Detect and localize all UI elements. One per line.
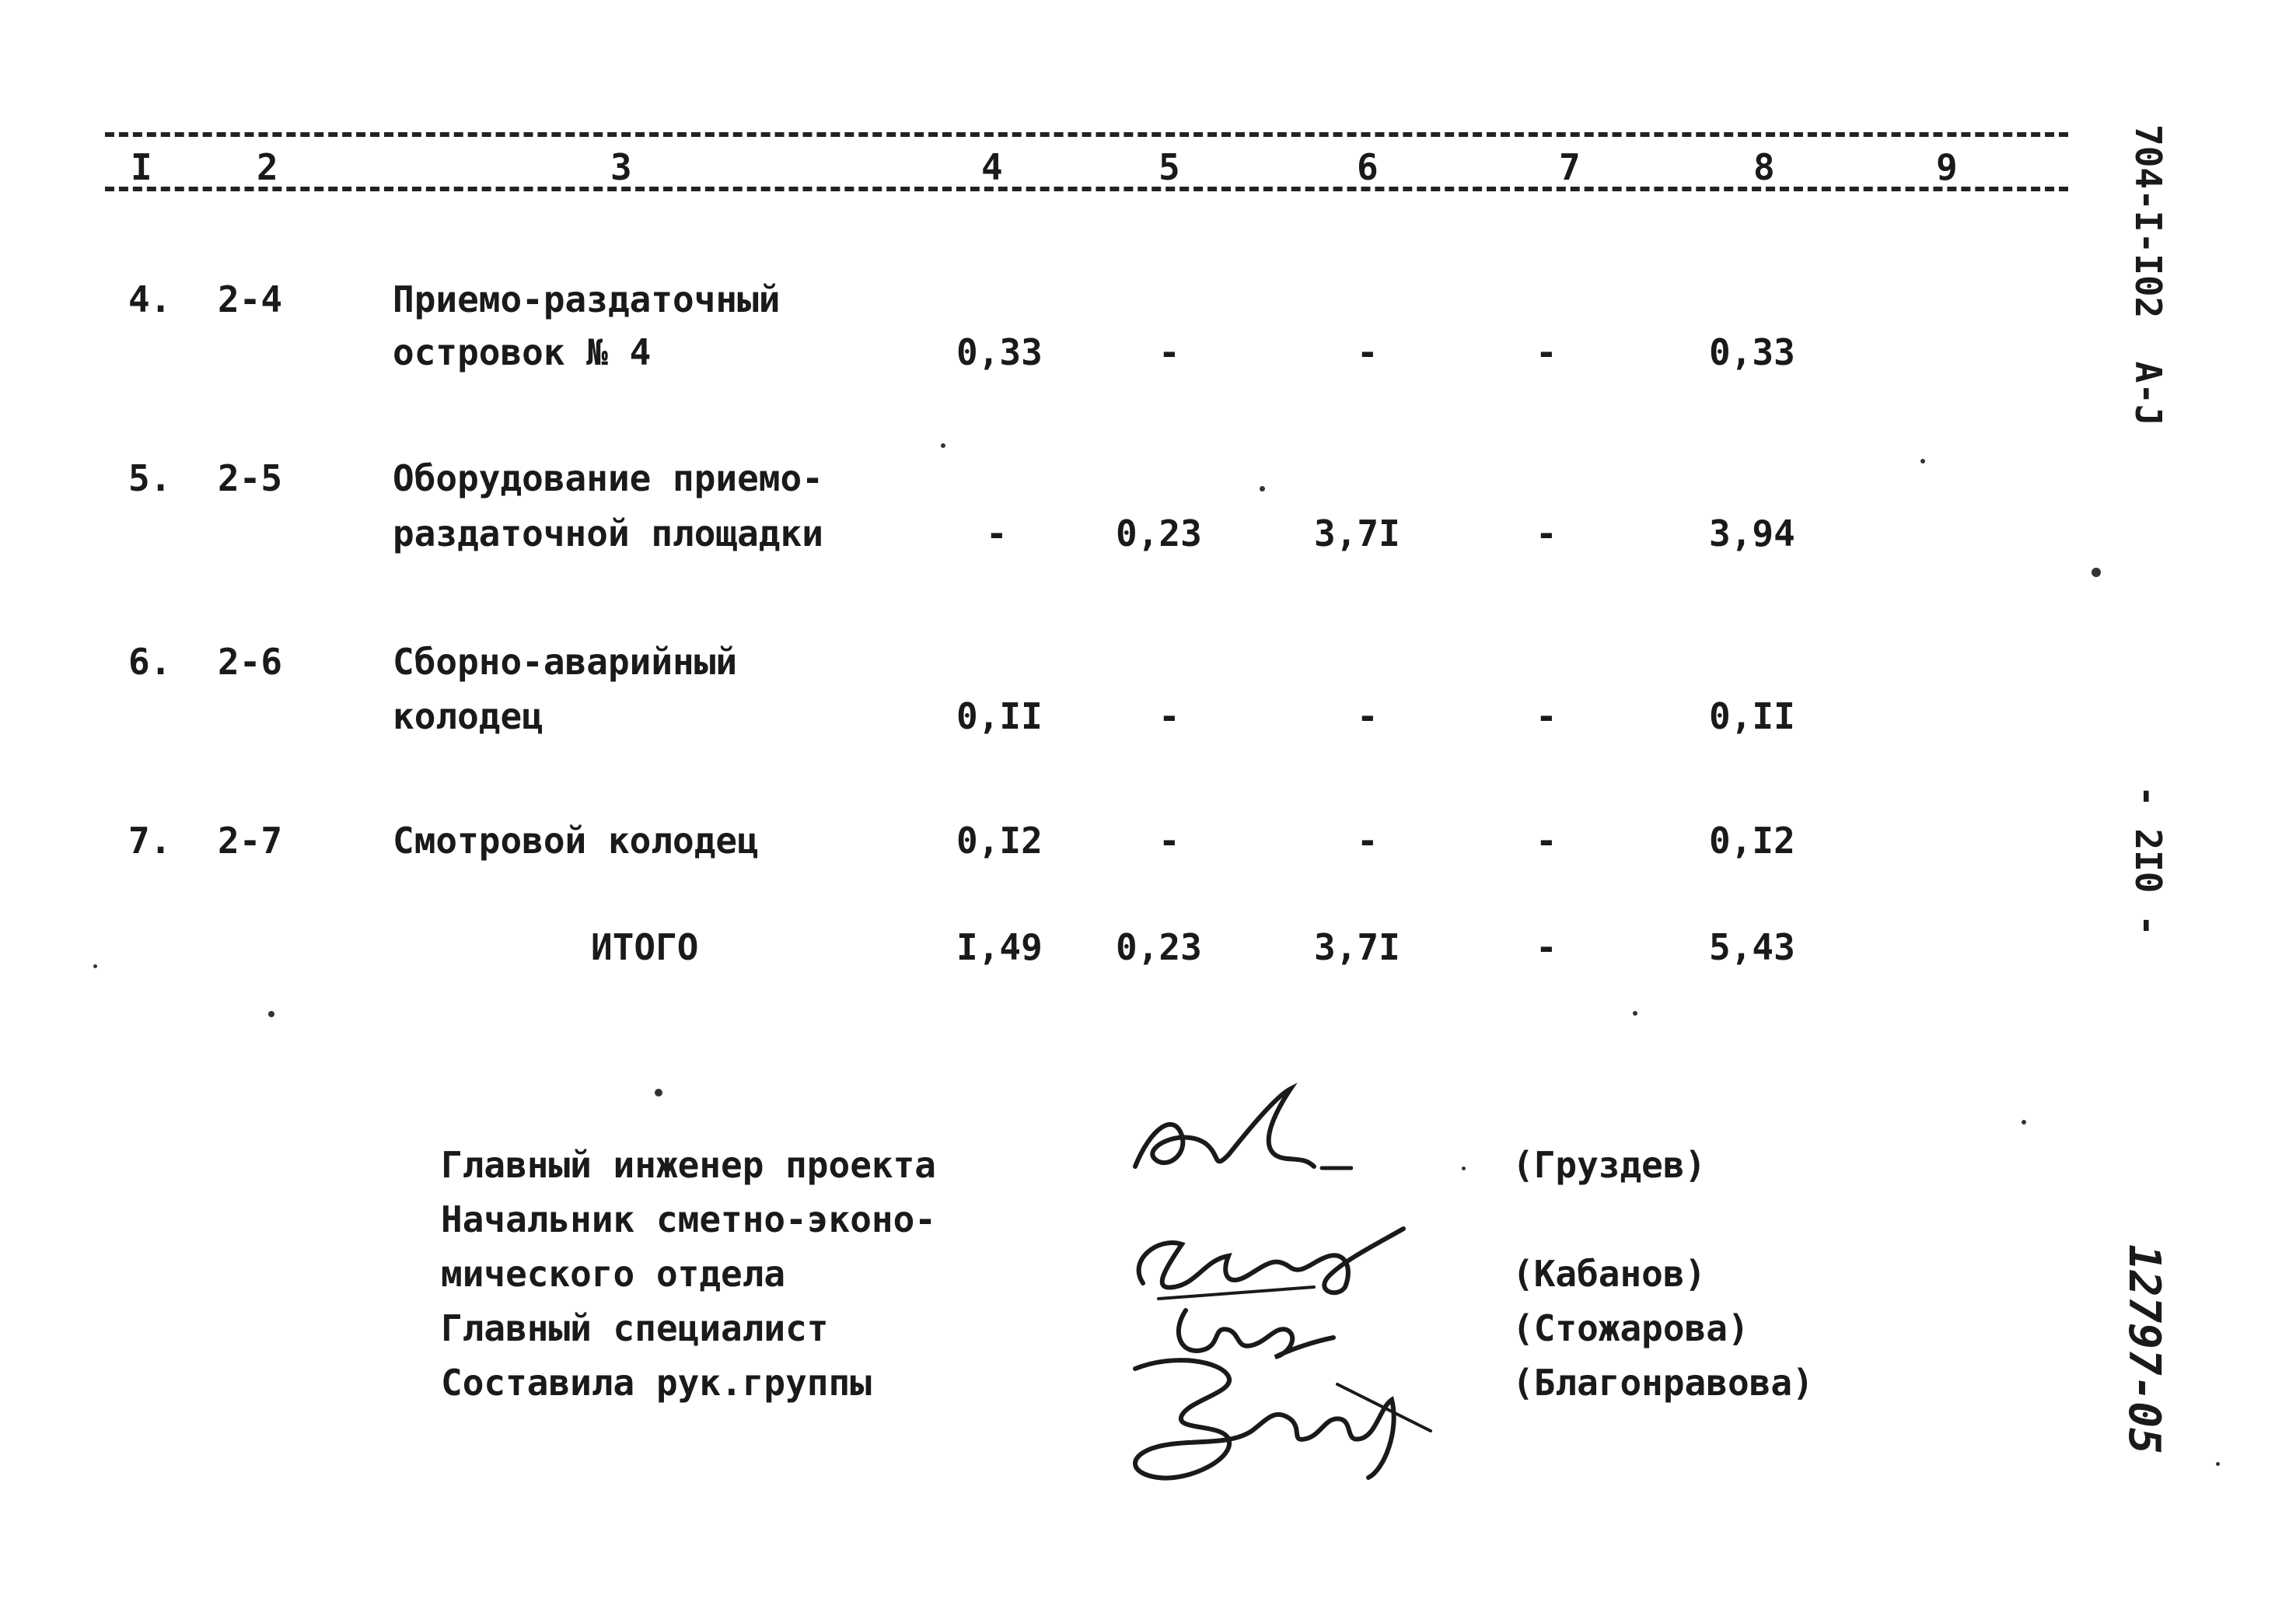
side-code-bottom: 12797-05 [2119, 1244, 2169, 1454]
scan-speck [268, 1011, 274, 1017]
row-col7: - [1536, 820, 1557, 862]
side-code-top-text: 704-I-I02 [2127, 124, 2169, 319]
row-col5: - [1158, 820, 1180, 862]
row-col6: - [1357, 820, 1379, 862]
side-code-top-suffix: A-J [2127, 361, 2169, 426]
row-col4: 0,33 [956, 331, 1043, 373]
row-col6: - [1357, 695, 1379, 737]
scan-speck [941, 443, 945, 448]
row-col7: - [1536, 512, 1557, 554]
row-col5: - [1158, 695, 1180, 737]
side-code-middle: - 2I0 - [2127, 785, 2169, 936]
row-code: 2-5 [218, 457, 283, 499]
row-col8: 3,94 [1709, 512, 1795, 554]
column-header-4: 4 [981, 146, 1003, 188]
row-name-line2: колодец [393, 695, 543, 737]
scan-speck [1633, 1011, 1637, 1016]
signature-scribble-chief-engineer [1120, 1081, 1353, 1190]
total-col4: I,49 [956, 926, 1043, 968]
signature-role: мического отдела [441, 1253, 786, 1295]
row-col8: 0,I2 [1709, 820, 1795, 862]
column-header-3: 3 [610, 146, 632, 188]
row-name-line1: Оборудование приемо- [393, 457, 823, 499]
total-col6: 3,7I [1314, 926, 1400, 968]
row-name-line1: Сборно-аварийный [393, 641, 738, 683]
column-header-6: 6 [1357, 146, 1379, 188]
row-col6: - [1357, 331, 1379, 373]
column-header-9: 9 [1936, 146, 1958, 188]
scan-speck [1260, 486, 1265, 491]
row-code: 2-6 [218, 641, 283, 683]
side-code-top [2127, 124, 2169, 426]
row-col7: - [1536, 695, 1557, 737]
row-name-line2: раздаточной площадки [393, 512, 823, 554]
scan-speck [2022, 1120, 2026, 1125]
row-name-line2: островок № 4 [393, 331, 652, 373]
scan-speck [655, 1089, 662, 1097]
signature-name: (Кабанов) [1512, 1253, 1707, 1295]
total-col5: 0,23 [1116, 926, 1202, 968]
signature-name: (Стожарова) [1512, 1307, 1749, 1349]
row-code: 2-7 [218, 820, 283, 862]
signature-role: Главный инженер проекта [441, 1144, 936, 1186]
column-header-8: 8 [1753, 146, 1775, 188]
row-number: 6. [128, 641, 172, 683]
row-name-line1: Приемо-раздаточный [393, 278, 781, 320]
signature-role: Составила рук.группы [441, 1362, 872, 1404]
column-header-5: 5 [1158, 146, 1180, 188]
row-col4: 0,I2 [956, 820, 1043, 862]
signature-name: (Груздев) [1512, 1144, 1707, 1186]
row-col8: 0,33 [1709, 331, 1795, 373]
row-col5: - [1158, 331, 1180, 373]
total-col8: 5,43 [1709, 926, 1795, 968]
total-col7: - [1536, 926, 1557, 968]
scan-speck [93, 964, 97, 968]
column-header-2: 2 [257, 146, 278, 188]
row-col6: 3,7I [1314, 512, 1400, 554]
scan-speck [1920, 459, 1925, 463]
header-rule-top [105, 132, 2068, 137]
signature-role: Главный специалист [441, 1307, 829, 1349]
signature-scribble-blagonravova [1112, 1345, 1438, 1493]
signature-name: (Благонравова) [1512, 1362, 1814, 1404]
row-col4: - [986, 512, 1008, 554]
row-number: 5. [128, 457, 172, 499]
scan-speck [2092, 568, 2101, 577]
row-code: 2-4 [218, 278, 283, 320]
row-col5: 0,23 [1116, 512, 1202, 554]
column-header-1: I [131, 146, 152, 188]
row-number: 7. [128, 820, 172, 862]
row-col8: 0,II [1709, 695, 1795, 737]
total-label: ИТОГО [591, 926, 699, 968]
signature-role: Начальник сметно-эконо- [441, 1198, 936, 1240]
row-name-line1: Смотровой колодец [393, 820, 759, 862]
scan-speck [2216, 1462, 2220, 1466]
row-col4: 0,II [956, 695, 1043, 737]
column-header-7: 7 [1559, 146, 1581, 188]
scan-speck [1462, 1167, 1466, 1170]
row-col7: - [1536, 331, 1557, 373]
row-number: 4. [128, 278, 172, 320]
